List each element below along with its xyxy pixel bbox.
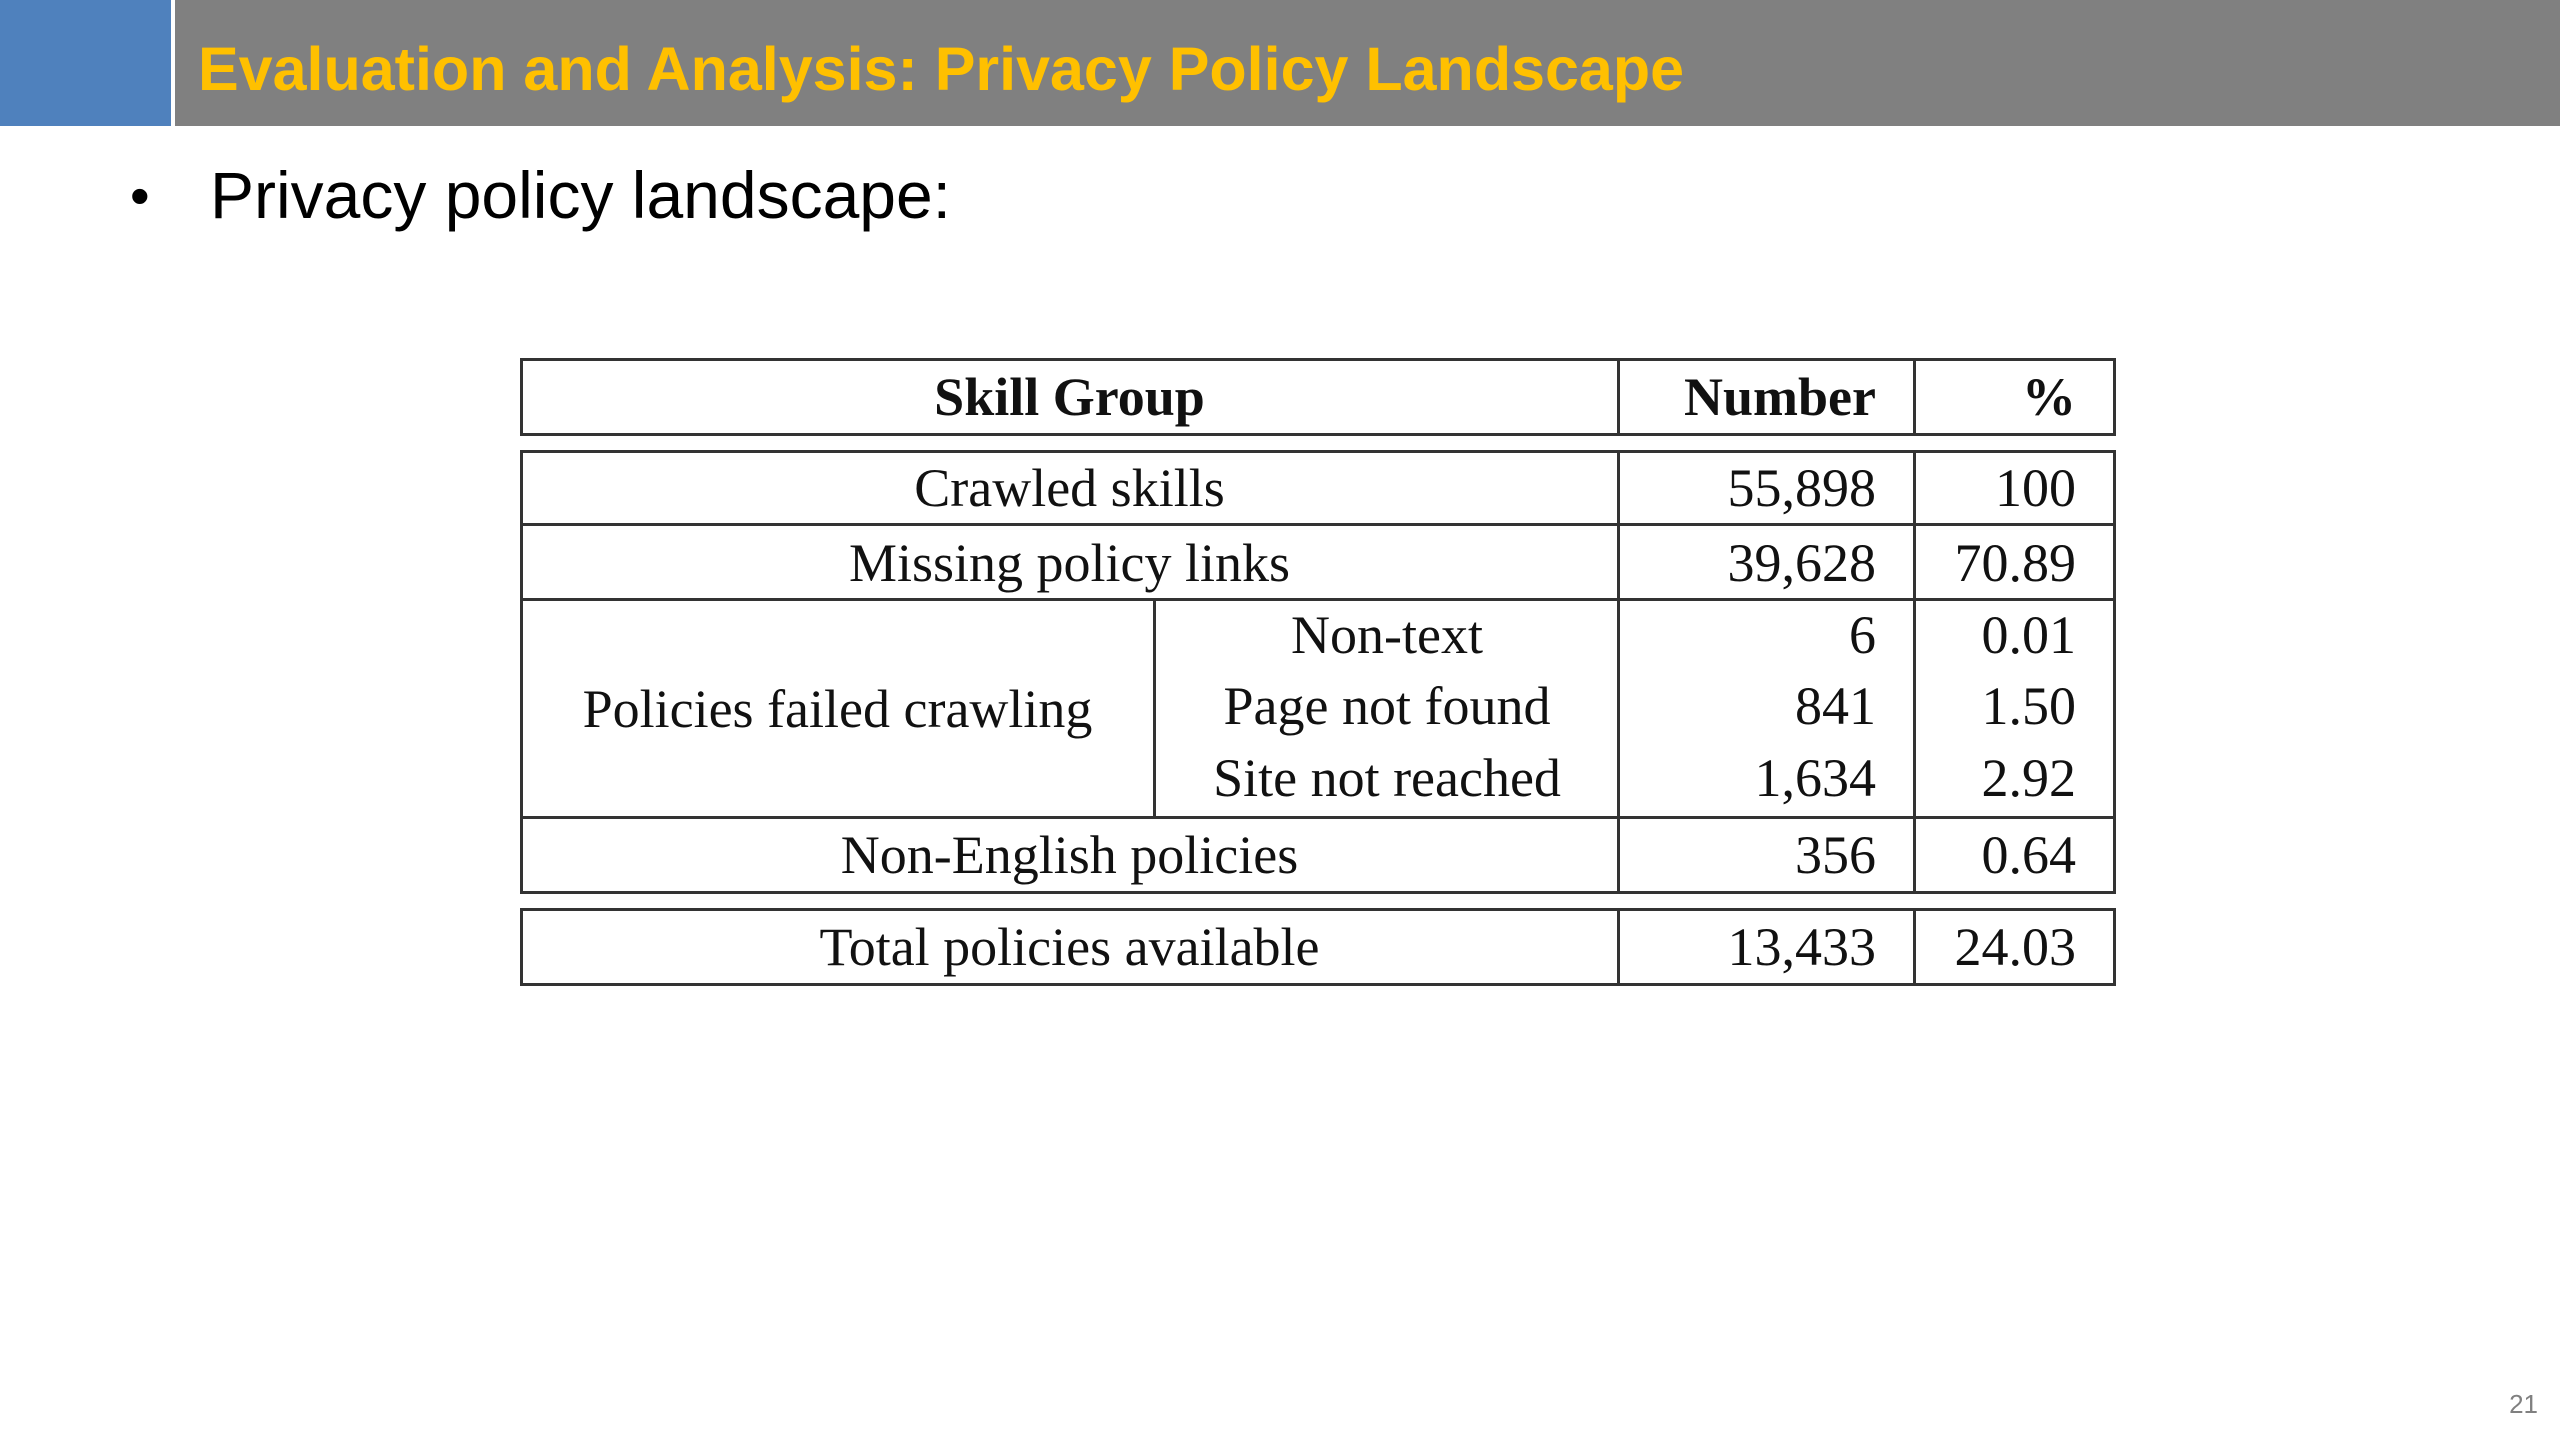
row-failed-group-label: Policies failed crawling <box>582 679 1093 739</box>
row-missing-label: Missing policy links <box>848 532 1291 593</box>
row-crawled-label: Crawled skills <box>914 457 1225 518</box>
row-missing-percent: 70.89 <box>1954 532 2076 593</box>
row-failed-sub-percent: 0.01 <box>1981 605 2076 665</box>
row-crawled-number: 55,898 <box>1727 457 1876 518</box>
bullet-text: Privacy policy landscape: <box>210 158 952 232</box>
row-failed-sub-percent: 1.50 <box>1981 676 2076 736</box>
bullet-marker: • <box>130 163 150 227</box>
row-total-percent: 24.03 <box>1954 917 2076 977</box>
row-crawled-percent: 100 <box>1995 457 2076 518</box>
row-failed-sub-number: 1,634 <box>1754 748 1876 808</box>
row-failed-sub-number: 841 <box>1795 676 1876 736</box>
slide-title: Evaluation and Analysis: Privacy Policy Landscape <box>198 35 1685 103</box>
row-failed-sub-percent: 2.92 <box>1981 748 2076 808</box>
row-non-english-number: 356 <box>1795 825 1876 885</box>
row-total-label: Total policies available <box>819 917 1320 977</box>
row-non-english-percent: 0.64 <box>1981 825 2076 885</box>
row-missing-number: 39,628 <box>1727 532 1876 593</box>
row-failed-sub-label: Non-text <box>1291 605 1483 665</box>
row-total-number: 13,433 <box>1727 917 1876 977</box>
header-number: Number <box>1684 367 1876 427</box>
row-failed-sub-label: Page not found <box>1223 676 1551 736</box>
header-percent: % <box>2022 367 2076 427</box>
header-skill-group: Skill Group <box>934 367 1205 427</box>
row-non-english-label: Non-English policies <box>840 825 1299 885</box>
page-number: 21 <box>2509 1389 2538 1419</box>
row-failed-sub-label: Site not reached <box>1213 748 1561 808</box>
row-failed-sub-number: 6 <box>1849 605 1876 665</box>
